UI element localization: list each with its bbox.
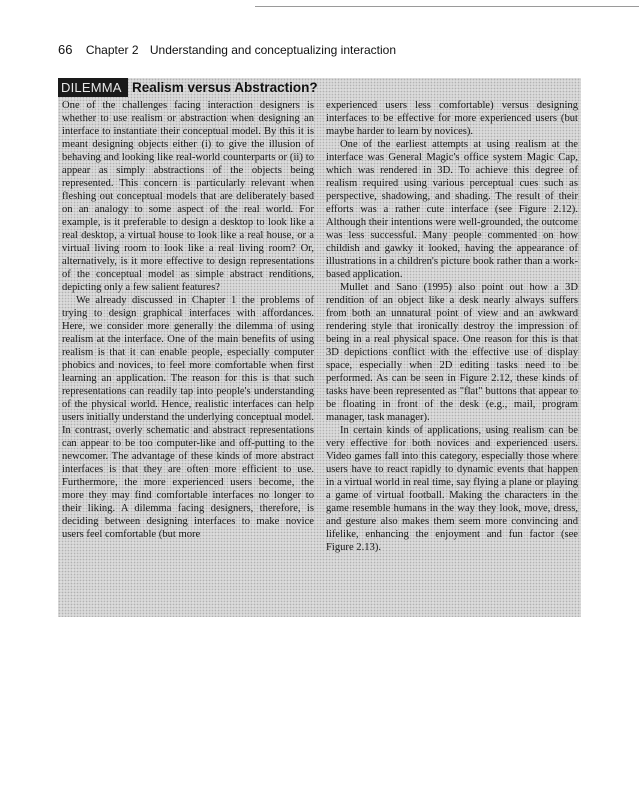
left-column [62, 99, 314, 541]
dilemma-tag: DILEMMA [58, 78, 128, 97]
paragraph: We already discussed in Chapter 1 the problems of trying to design graphical interfaces with affordances. Here, we consider more generally the dilemma of using realism at the interface. One of the main benefits of using realism is that it can enable people, especially computer phobics and novices, to feel more comfortable when first learning an application. The reason for this is that such representations can readily tap into people's understanding of the physical world. Hence, realistic interfaces can help users initially understand the underlying conceptual model. In contrast, overly schematic and abstract representations can appear to be too computer-like and off-putting to the newcomer. The advantage of these kinds of more abstract interfaces is that they are often more efficient to use. Furthermore, the more experienced users become, the more they may find comfortable interfaces no longer to their liking. A dilemma facing designers, therefore, is deciding between designing interfaces to make novice users feel comfortable (but more [62, 295, 314, 540]
paragraph: One of the challenges facing interaction designers is whether to use realism or abstraction when designing an interface to instantiate their conceptual model. By this it is meant designing objects either (i) to give the illusion of behaving and looking like real-world counterparts or (ii) to appear as simply abstractions of the objects being represented. This concern is particularly relevant when fleshing out conceptual models that are deliberately based on an analogy to some aspect of the real world. For example, is it preferable to design a desktop to look like a real desktop, a virtual house to look like a real house, or a virtual living room to look like a real living room? Or, alternatively, is it more effective to design representations of the conceptual model as simple abstract renditions, depicting only a few salient features? [62, 100, 314, 293]
page-number: 66 [58, 42, 73, 57]
chapter-title: Understanding and conceptualizing interaction [149, 43, 397, 57]
right-column [326, 99, 578, 554]
top-rule [255, 6, 639, 7]
paragraph: experienced users less comfortable) versus designing interfaces to be effective for more experienced users (but maybe harder to learn by novices). [326, 100, 578, 137]
dilemma-header [58, 78, 581, 97]
paragraph: In certain kinds of applications, using realism can be very effective for both novices and experienced users. Video games fall into this category, especially those where users have to react rapidly to dynamic events that happen in a virtual world in real time, say flying a plane or playing a game of virtual football. Making the characters in the game resemble humans in the way they look, move, dress, and gesture also makes them seem more convincing and lifelike, enhancing the enjoyment and fun factor (see Figure 2.13). [326, 425, 578, 553]
paragraph: Mullet and Sano (1995) also point out how a 3D rendition of an object like a desk nearly always suffers from both an unnatural point of view and an awkward rendering style that ironically destroy the impression of being in a real physical space. One reason for this is that 3D depictions conflict with the effective use of display space, especially when 2D editing tasks need to be performed. As can be seen in Figure 2.12, these kinds of tasks have been represented as "flat" buttons that appear to be floating in front of the desk (e.g., mail, program manager, task manager). [326, 282, 578, 423]
paragraph: One of the earliest attempts at using realism at the interface was General Magic's office system Magic Cap, which was rendered in 3D. To achieve this degree of realism required using various perceptual cues such as perspective, shadowing, and shading. The result of their efforts was a rather cute interface (see Figure 2.12). Although their intentions were well-grounded, the outcome was less successful. Many people commented on how childish and gawky it looked, having the appearance of illustrations in a children's picture book rather than a work-based application. [326, 139, 578, 280]
dilemma-title: Realism versus Abstraction? [132, 80, 318, 95]
running-head [58, 42, 396, 57]
chapter-label: Chapter 2 [85, 43, 139, 57]
dilemma-box [58, 78, 581, 617]
